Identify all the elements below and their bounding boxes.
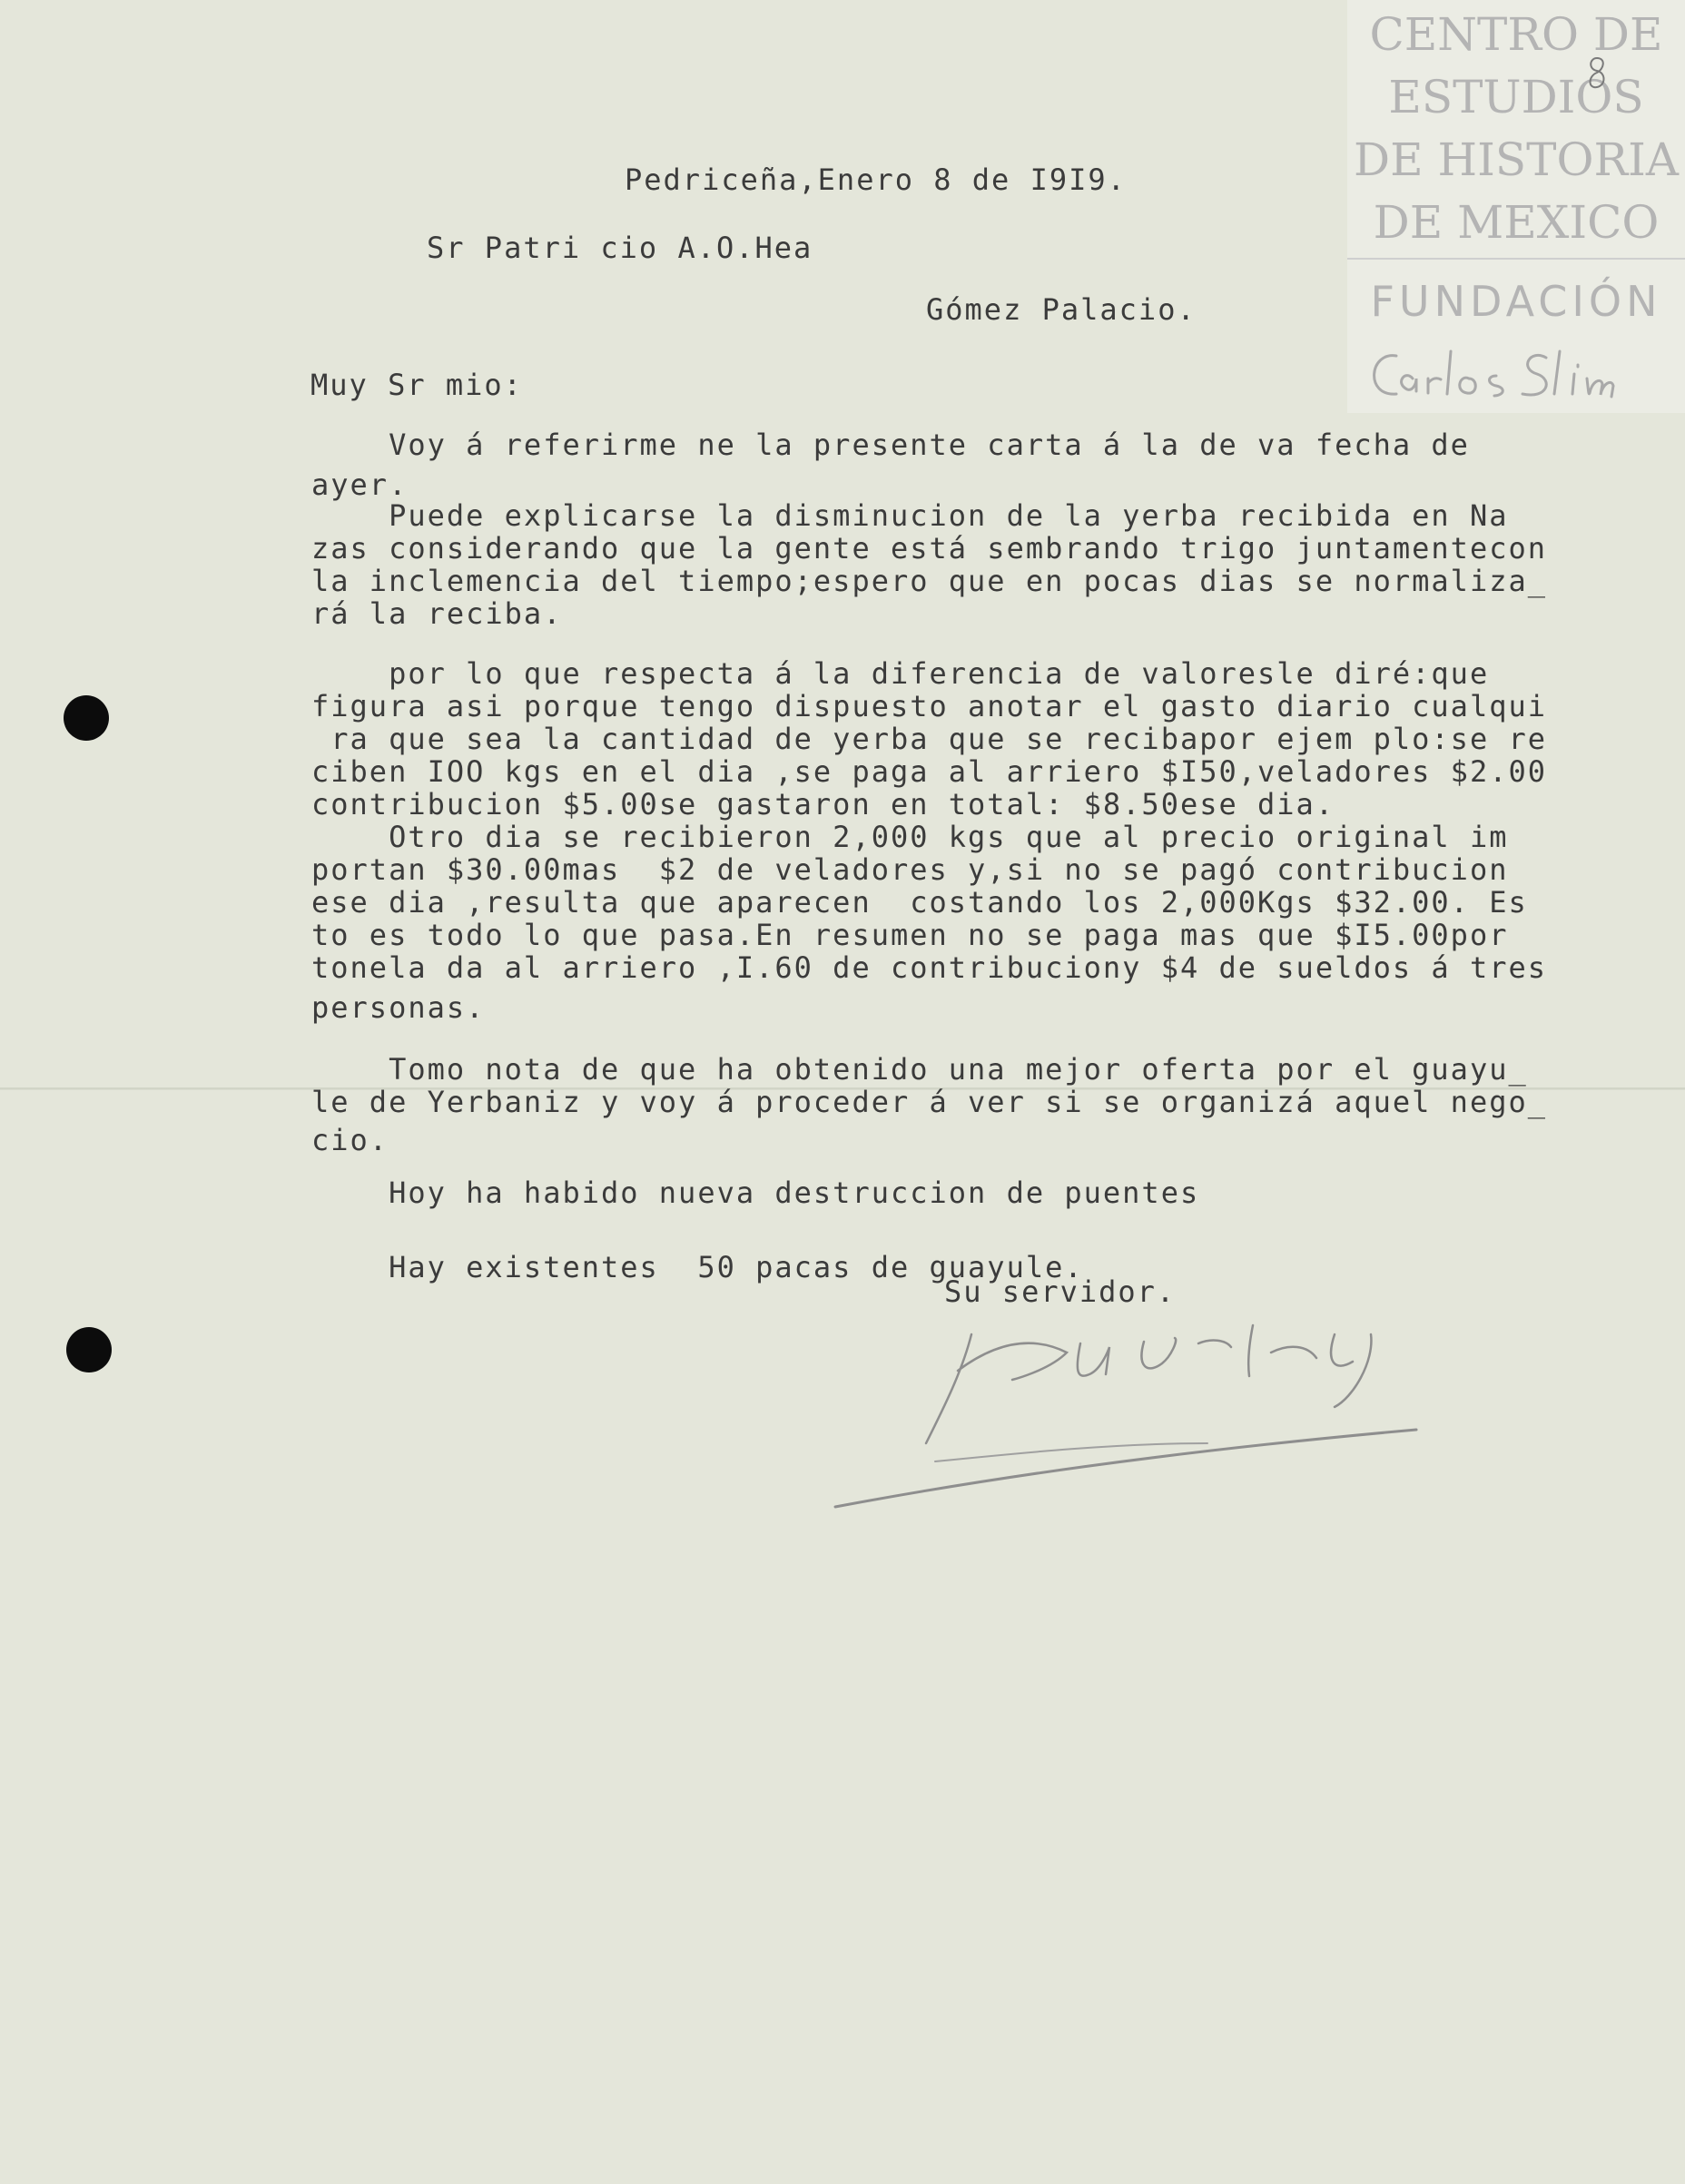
punch-hole-bottom xyxy=(66,1327,112,1372)
body-line: ayer. xyxy=(311,467,409,502)
stamp-line: CENTRO DE xyxy=(1369,8,1663,61)
body-line: Puede explicarse la disminucion de la yerba recibida en Na xyxy=(311,498,1509,533)
stamp-line: DE HISTORIA xyxy=(1354,133,1679,186)
letter-closing: Su servidor. xyxy=(944,1274,1177,1309)
stamp-line: DE MEXICO xyxy=(1373,196,1660,249)
body-line: figura asi porque tengo dispuesto anotar el gasto diario cualqui xyxy=(311,689,1547,723)
stamp-divider xyxy=(1347,258,1685,260)
letter-city: Gómez Palacio. xyxy=(926,292,1197,327)
archive-watermark-stamp xyxy=(1347,0,1685,413)
body-line: ese dia ,resulta que aparecen costando los 2,000Kgs $32.00. Es xyxy=(311,885,1528,920)
handwritten-signature xyxy=(799,1307,1471,1516)
punch-hole-top xyxy=(64,695,109,741)
stamp-line: ESTUDIOS xyxy=(1388,71,1644,123)
body-line: portan $30.00mas $2 de veladores y,si no se pagó contribucion xyxy=(311,852,1509,887)
body-line: rá la reciba. xyxy=(311,596,563,631)
pencil-folio-number-icon xyxy=(1584,54,1608,91)
body-line: tonela da al arriero ,I.60 de contribuciony $4 de sueldos á tres xyxy=(311,950,1547,985)
letter-addressee: Sr Patri cio A.O.Hea xyxy=(427,231,813,265)
body-line: Hoy ha habido nueva destruccion de puentes xyxy=(311,1176,1200,1210)
body-line: personas. xyxy=(311,990,486,1025)
body-line: Otro dia se recibieron 2,000 kgs que al precio original im xyxy=(311,820,1509,854)
body-line: Voy á referirme ne la presente carta á la de va fecha de xyxy=(311,428,1470,462)
body-line: Hay existentes 50 pacas de guayule. xyxy=(311,1250,1084,1284)
body-line: por lo que respecta á la diferencia de valoresle diré:que xyxy=(311,656,1490,691)
letter-dateline: Pedriceña,Enero 8 de I9I9. xyxy=(625,162,1127,197)
body-line: la inclemencia del tiempo;espero que en pocas dias se normaliza_ xyxy=(311,564,1547,598)
body-line: ciben IOO kgs en el dia ,se paga al arriero $I50,veladores $2.00 xyxy=(311,754,1547,789)
body-line: contribucion $5.00se gastaron en total: $8.50ese dia. xyxy=(311,787,1335,821)
body-line: ra que sea la cantidad de yerba que se recibapor ejem plo:se re xyxy=(311,722,1547,756)
body-line: le de Yerbaniz y voy á proceder á ver si se organizá aquel nego_ xyxy=(311,1085,1547,1119)
body-line: Tomo nota de que ha obtenido una mejor oferta por el guayu_ xyxy=(311,1052,1528,1087)
body-line: cio. xyxy=(311,1123,389,1157)
stamp-foundation-label: FUNDACIÓN xyxy=(1370,277,1662,326)
body-line: zas considerando que la gente está sembrando trigo juntamentecon xyxy=(311,531,1547,566)
stamp-signature-logo xyxy=(1360,338,1673,410)
letter-salutation: Muy Sr mio: xyxy=(310,368,523,402)
body-line: to es todo lo que pasa.En resumen no se paga mas que $I5.00por xyxy=(311,918,1509,952)
stamp-institution-name xyxy=(1347,0,1685,254)
